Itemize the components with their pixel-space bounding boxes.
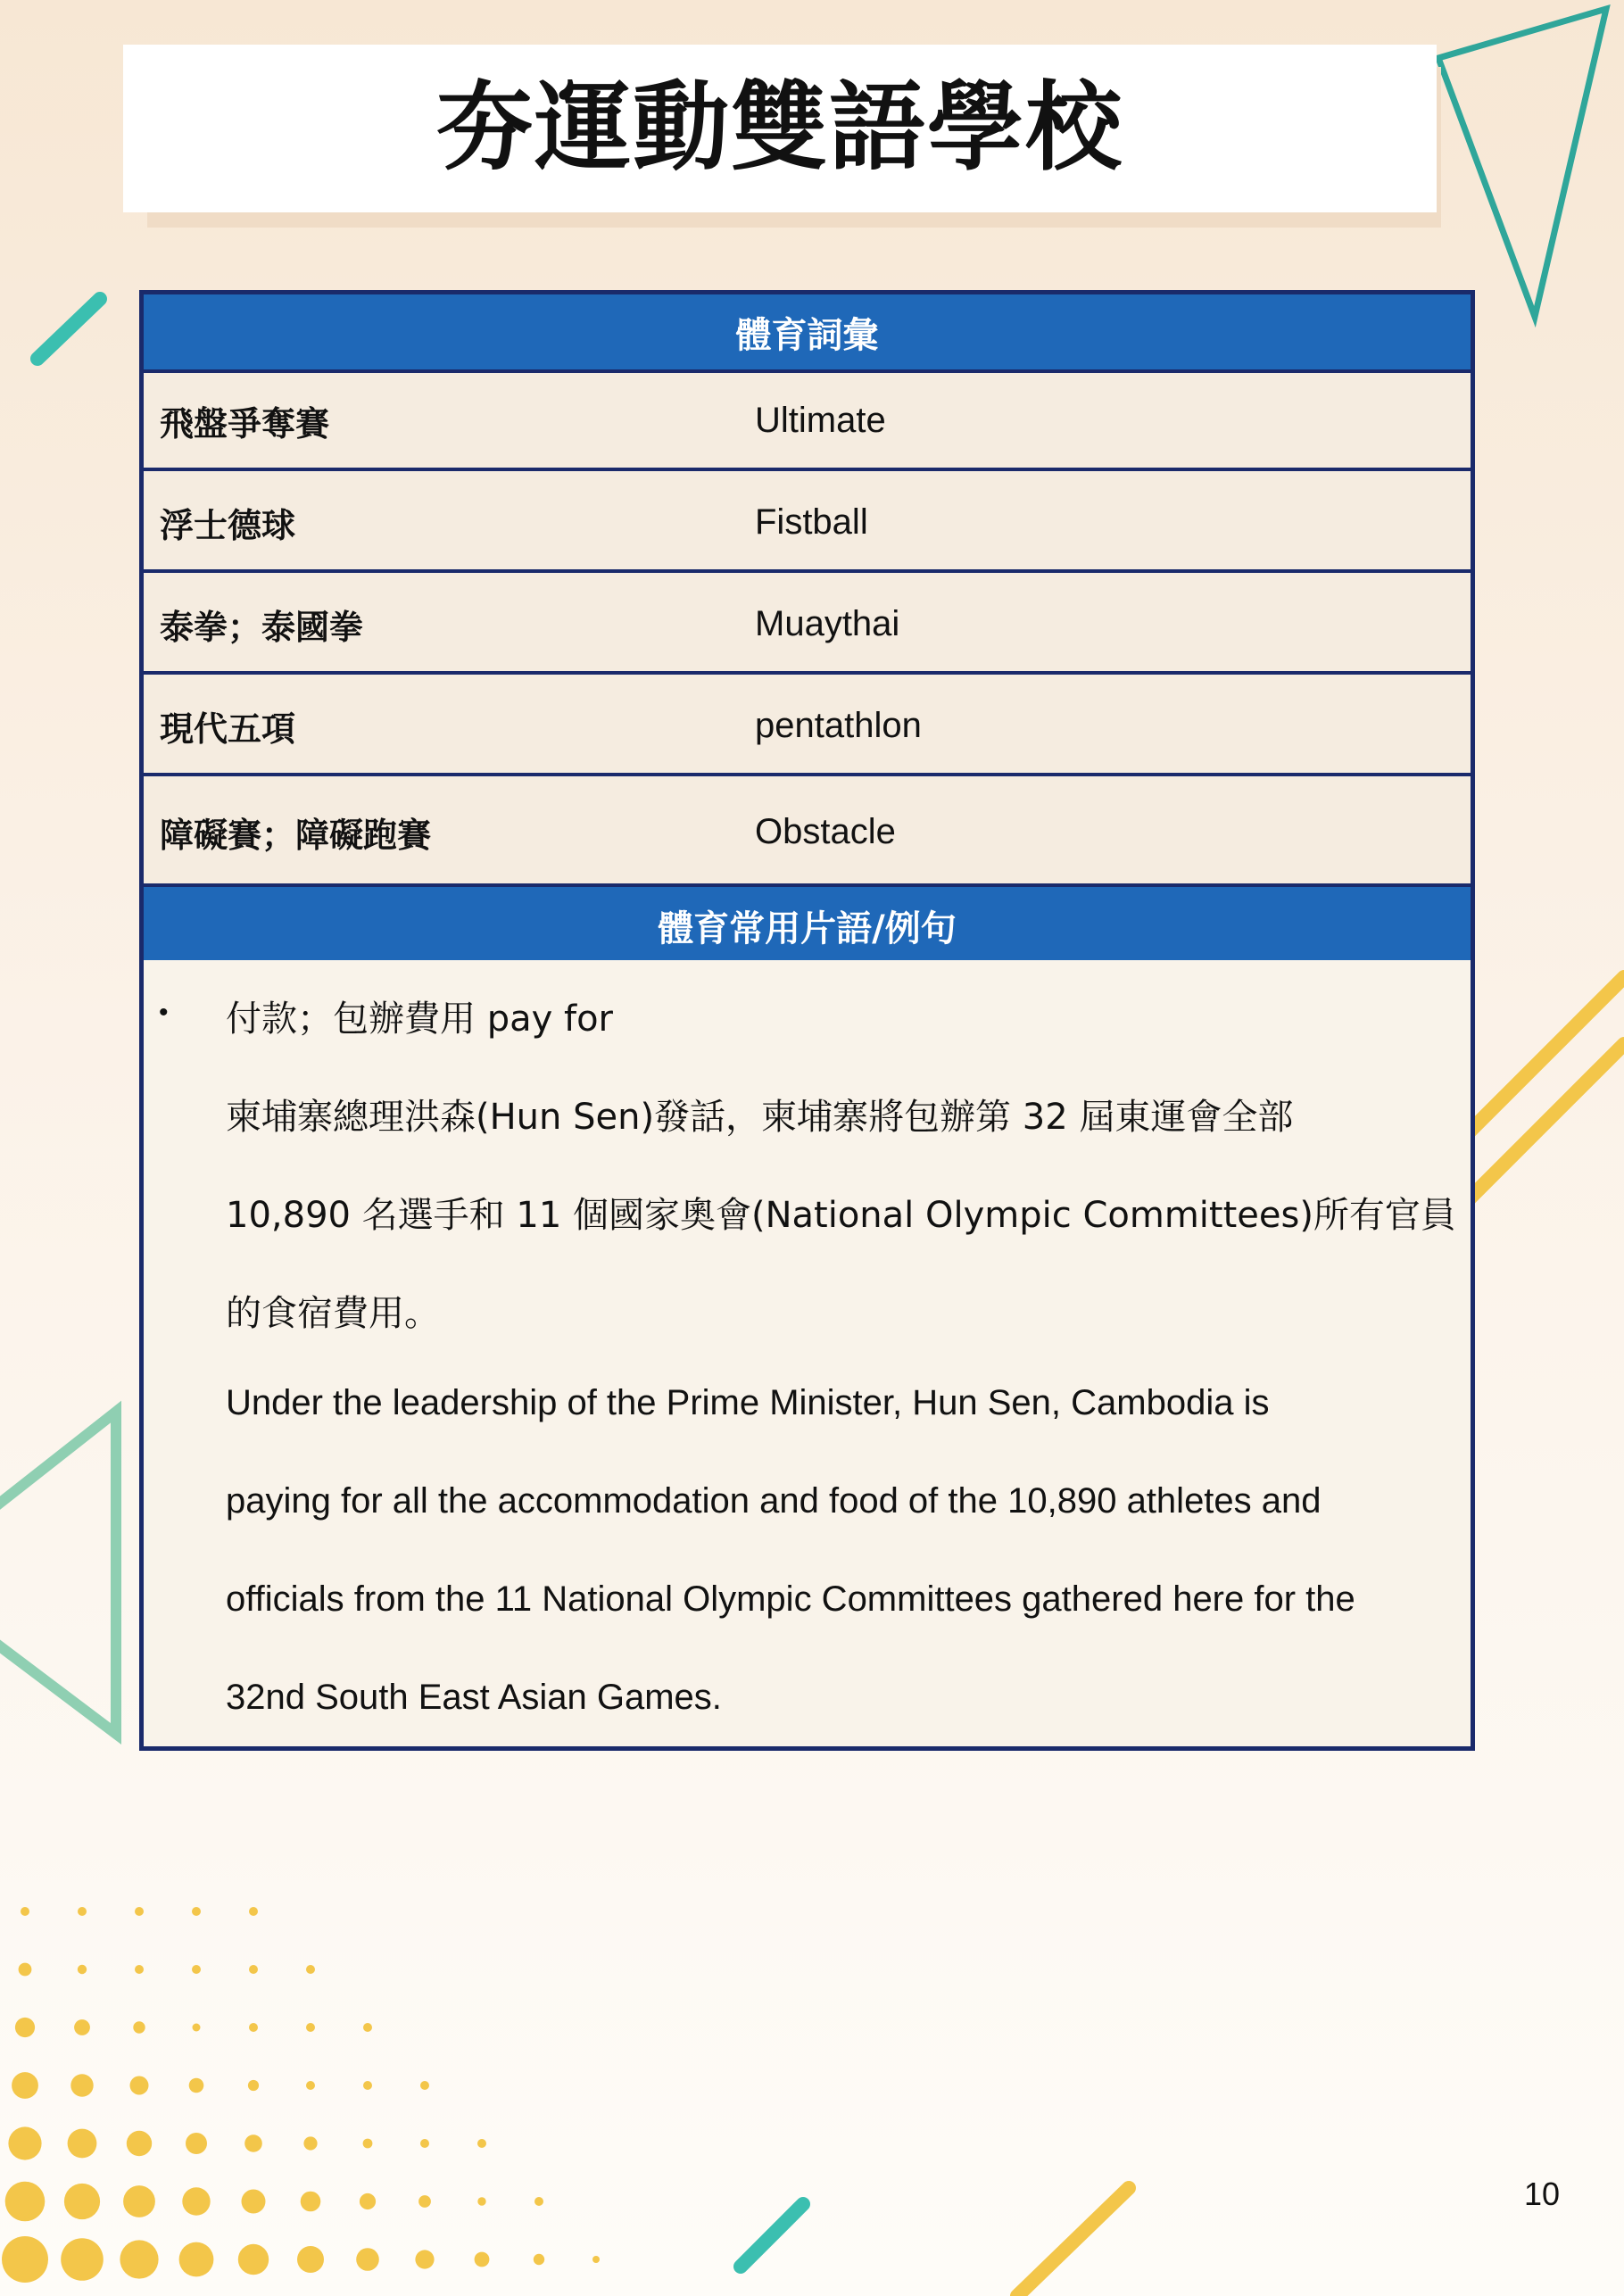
bullet-point: • [159, 998, 169, 1027]
vocab-row [144, 475, 1471, 573]
phrase-header-label: 體育常用片語/例句 [658, 908, 957, 949]
vocab-english: pentathlon [755, 705, 922, 745]
decorative-dot [249, 1965, 258, 1974]
decorative-dot [306, 2023, 315, 2032]
phrase-line: 付款；包辦費用 pay for [226, 999, 614, 1040]
vocab-row [144, 576, 1471, 675]
vocab-chinese: 飛盤爭奪賽 [160, 403, 330, 443]
decorative-dot [420, 2139, 429, 2148]
decorative-dot [135, 1965, 144, 1974]
decorative-dot [534, 2254, 544, 2265]
phrase-section [144, 960, 1471, 1746]
decorative-dot [78, 1907, 87, 1916]
decorative-dot [420, 2081, 429, 2090]
vocab-header [144, 294, 1471, 373]
decorative-dot [120, 2240, 158, 2278]
page-title: 夯運動雙語學校 [435, 72, 1123, 184]
decorative-dot [244, 2134, 262, 2152]
decorative-dot [64, 2184, 100, 2219]
decorative-dot [418, 2195, 431, 2208]
teal-dash-decoration [37, 299, 100, 359]
vocab-row [144, 678, 1471, 776]
decorative-dot [249, 2023, 258, 2032]
decorative-dot [193, 2024, 201, 2032]
decorative-dot [127, 2131, 152, 2156]
decorative-dot [74, 2019, 90, 2035]
decorative-dot [8, 2126, 41, 2159]
decorative-dot [363, 2023, 372, 2032]
decorative-dot [592, 2256, 600, 2263]
decorative-dot [12, 2072, 38, 2099]
dot-grid-decoration [2, 1907, 600, 2283]
phrase-line: 柬埔寨總理洪森(Hun Sen)發話，柬埔寨將包辦第 32 屆東運會全部 [226, 1097, 1294, 1138]
decorative-dot [130, 2076, 149, 2095]
decorative-dot [360, 2193, 376, 2209]
decorative-dot [356, 2248, 379, 2271]
content-panel [139, 290, 1475, 1751]
decorative-dot [186, 2133, 207, 2154]
decorative-dot [303, 2136, 317, 2150]
decorative-dot [477, 2197, 485, 2205]
vocab-row [144, 780, 1471, 883]
decorative-dot [306, 1965, 315, 1974]
vocab-row [144, 373, 1471, 471]
phrase-header [144, 883, 1471, 967]
decorative-dot [238, 2244, 269, 2275]
decorative-dot [248, 2080, 259, 2091]
decorative-dot [123, 2185, 155, 2217]
vocab-english: Ultimate [755, 400, 886, 440]
phrase-line: officials from the 11 National Olympic Committees gathered here for the [226, 1579, 1355, 1619]
decorative-dot [61, 2238, 104, 2281]
decorative-dot [242, 2190, 266, 2214]
decorative-dot [363, 2139, 373, 2149]
teal-dash-decoration [741, 2204, 803, 2267]
vocab-chinese: 泰拳；泰國拳 [160, 607, 364, 647]
decorative-dot [475, 2252, 490, 2267]
mint-triangle-decoration [0, 1412, 116, 1734]
decorative-dot [415, 2250, 434, 2268]
decorative-dot [19, 1963, 32, 1977]
decorative-dot [135, 1907, 144, 1916]
phrase-line: Under the leadership of the Prime Minister, Hun Sen, Cambodia is [226, 1383, 1270, 1422]
vocab-english: Fistball [755, 501, 868, 542]
decorative-dot [2, 2236, 48, 2283]
decorative-dot [70, 2074, 93, 2096]
decorative-dot [182, 2187, 210, 2215]
phrase-line: paying for all the accommodation and food of the 10,890 athletes and [226, 1481, 1322, 1521]
vocab-english: Obstacle [755, 811, 896, 851]
phrase-line: 10,890 名選手和 11 個國家奧會(National Olympic Committees)所有官員 [226, 1195, 1456, 1236]
teal-triangle-decoration [1438, 9, 1606, 317]
decorative-dot [5, 2182, 46, 2222]
decorative-dot [192, 1907, 201, 1916]
vocab-chinese: 浮士德球 [160, 505, 296, 545]
vocab-english: Muaythai [755, 603, 900, 643]
decorative-dot [306, 2081, 315, 2090]
phrase-line: 32nd South East Asian Games. [226, 1678, 722, 1717]
decorative-dot [189, 2078, 204, 2093]
decorative-dot [301, 2192, 321, 2212]
decorative-dot [68, 2129, 97, 2159]
vocab-chinese: 障礙賽；障礙跑賽 [160, 815, 432, 855]
decorative-dot [179, 2242, 214, 2277]
decorative-dot [192, 1965, 201, 1974]
decorative-dot [363, 2081, 372, 2090]
decorative-dot [78, 1965, 87, 1974]
decorative-dot [249, 1907, 258, 1916]
yellow-line-decoration [1017, 2188, 1129, 2296]
decorative-dot [297, 2246, 324, 2273]
vocab-chinese: 現代五項 [160, 709, 296, 749]
decorative-dot [534, 2197, 543, 2206]
phrase-line: 的食宿費用。 [226, 1293, 440, 1334]
vocab-header-label: 體育詞彙 [735, 314, 879, 356]
decorative-dot [15, 2018, 35, 2037]
title-banner [123, 45, 1437, 212]
page-number: 10 [1524, 2176, 1561, 2212]
decorative-dot [21, 1907, 29, 1916]
decorative-dot [477, 2139, 486, 2148]
decorative-dot [133, 2021, 145, 2033]
